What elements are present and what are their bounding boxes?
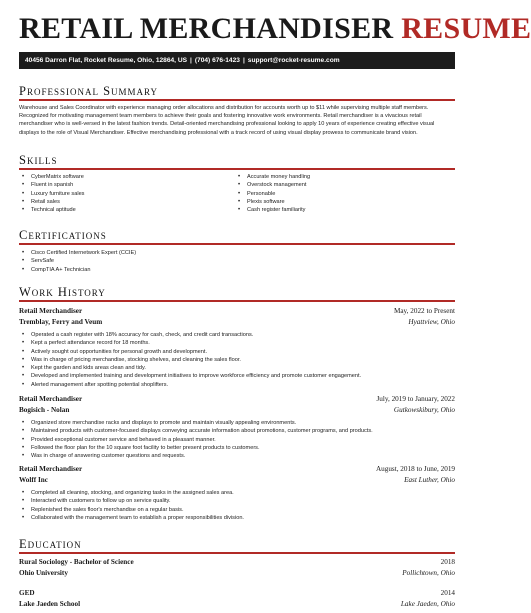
contact-email[interactable]: support@rocket-resume.com: [247, 57, 340, 64]
job-bullet: • Organized store merchandise racks and displays to promote and maintain visually appealing environments.: [19, 419, 455, 427]
job-company: Bogisich - Nolan: [19, 406, 70, 414]
education-year: 2018: [440, 558, 455, 566]
job-bullet: • Alerted management after spotting potential shoplifters.: [19, 381, 455, 389]
job-dates: July, 2019 to January, 2022: [376, 395, 455, 403]
skills-right-column: [235, 173, 435, 214]
skill-item: • Plexis software: [235, 198, 435, 206]
skills-left-column: [19, 173, 219, 214]
education-location: Lake Jaeden, Ohio: [400, 600, 455, 608]
certification-item: • CompTIA A+ Technician: [19, 266, 455, 274]
certifications-list: [19, 249, 455, 274]
job-bullet: • Maintained products with customer-focused displays conveying accurate information about promotions, customer programs, and products.: [19, 427, 455, 435]
job-bullet: • Kept the garden and kids areas clean and tidy.: [19, 364, 455, 372]
job-bullet: • Completed all cleaning, stocking, and organizing tasks in the assigned sales area.: [19, 489, 455, 497]
job-title: Retail Merchandiser: [19, 395, 83, 403]
job-bullet: • Replenished the sales floor's merchandise on a regular basis.: [19, 506, 455, 514]
certifications-divider: [19, 243, 455, 245]
title-accent: RESUME: [401, 12, 531, 45]
job-dates: May, 2022 to Present: [393, 307, 455, 315]
job-location: Hyattview, Ohio: [408, 318, 455, 326]
education-divider: [19, 552, 455, 554]
contact-phone[interactable]: (704) 676-1423: [194, 57, 240, 64]
job-location: Gutkowskibury, Ohio: [393, 406, 455, 414]
contact-bar: [19, 52, 455, 69]
skills-heading: Skills: [19, 153, 58, 167]
job-bullets: [19, 419, 455, 460]
job-title: Retail Merchandiser: [19, 307, 83, 315]
job-bullet: • Operated a cash register with 18% accuracy for cash, check, and credit card transactions.: [19, 331, 455, 339]
education-degree: Rural Sociology - Bachelor of Science: [19, 558, 134, 566]
education-year: 2014: [440, 589, 455, 597]
education-degree: GED: [19, 589, 35, 597]
skill-item: • CyberMatrix software: [19, 173, 219, 181]
education-school: Lake Jaeden School: [19, 600, 81, 608]
skill-item: • Fluent in spanish: [19, 181, 219, 189]
job-bullet: • Followed the floor plan for the 10 square foot facility to better present products to customers.: [19, 444, 455, 452]
job-bullet: • Actively sought out opportunities for personal growth and development.: [19, 348, 455, 356]
job-company: Wolff Inc: [19, 476, 48, 484]
work-divider: [19, 300, 455, 302]
education-location: Pollichtown, Ohio: [402, 569, 455, 577]
skill-item: • Cash register familiarity: [235, 206, 435, 214]
skill-item: • Personable: [235, 190, 435, 198]
skill-item: • Luxury furniture sales: [19, 190, 219, 198]
summary-heading: Professional Summary: [19, 84, 159, 98]
certification-item: • Cisco Certified Internetwork Expert (CCIE): [19, 249, 455, 257]
education-school: Ohio University: [19, 569, 68, 577]
job-dates: August, 2018 to June, 2019: [375, 465, 455, 473]
job-location: East Luther, Ohio: [404, 476, 455, 484]
job-bullet: • Provided exceptional customer service and behaved in a pleasant manner.: [19, 436, 455, 444]
contact-separator: |: [242, 57, 245, 64]
skill-item: • Technical aptitude: [19, 206, 219, 214]
education-heading: Education: [19, 537, 82, 551]
certifications-heading: Certifications: [19, 228, 107, 242]
job-bullet: • Collaborated with the management team to establish a proper responsibilities division.: [19, 514, 455, 522]
skill-item: • Overstock management: [235, 181, 435, 189]
job-bullet: • Developed and implemented training and development initiatives to improve workforce efficiency and promote customer engagement.: [19, 372, 455, 380]
job-bullet: • Interacted with customers to follow up on service quality.: [19, 497, 455, 505]
job-bullet: • Was in charge of pricing merchandise, stocking shelves, and cleaning the sales floor.: [19, 356, 455, 364]
job-company: Tremblay, Ferry and Veum: [19, 318, 103, 326]
skills-divider: [19, 168, 455, 170]
job-bullet: • Kept a perfect attendance record for 18 months.: [19, 339, 455, 347]
resume-title: [19, 12, 531, 46]
job-title: Retail Merchandiser: [19, 465, 83, 473]
job-bullet: • Was in charge of answering customer questions and requests.: [19, 452, 455, 460]
skill-item: • Accurate money handling: [235, 173, 435, 181]
contact-address: 40456 Darron Flat, Rocket Resume, Ohio, 12864, US: [25, 57, 187, 64]
job-bullets: [19, 489, 455, 522]
work-heading: Work History: [19, 285, 106, 299]
job-bullets: [19, 331, 455, 389]
summary-text: Warehouse and Sales Coordinator with experience managing order allocations and distribution for accounts worth up to $11 while supervising multiple staff members. Recognized for motivating management team members to achieve their goals and fostering innovative work environments. Retail merchandiser is a vivacious retail merchandiser who is well-versed in the latest fashion trends. Detail-oriented merchandising professional looking to apply 10 years of experience creating effective visual displays to the role of Visual Merchandiser. Effective merchandising professional with a track record of using visual display prowess to communicate brand vision.: [19, 105, 435, 136]
contact-separator: |: [189, 57, 192, 64]
title-main: RETAIL MERCHANDISER: [19, 12, 394, 45]
certification-item: • ServSafe: [19, 257, 455, 265]
summary-divider: [19, 99, 455, 101]
skill-item: • Retail sales: [19, 198, 219, 206]
